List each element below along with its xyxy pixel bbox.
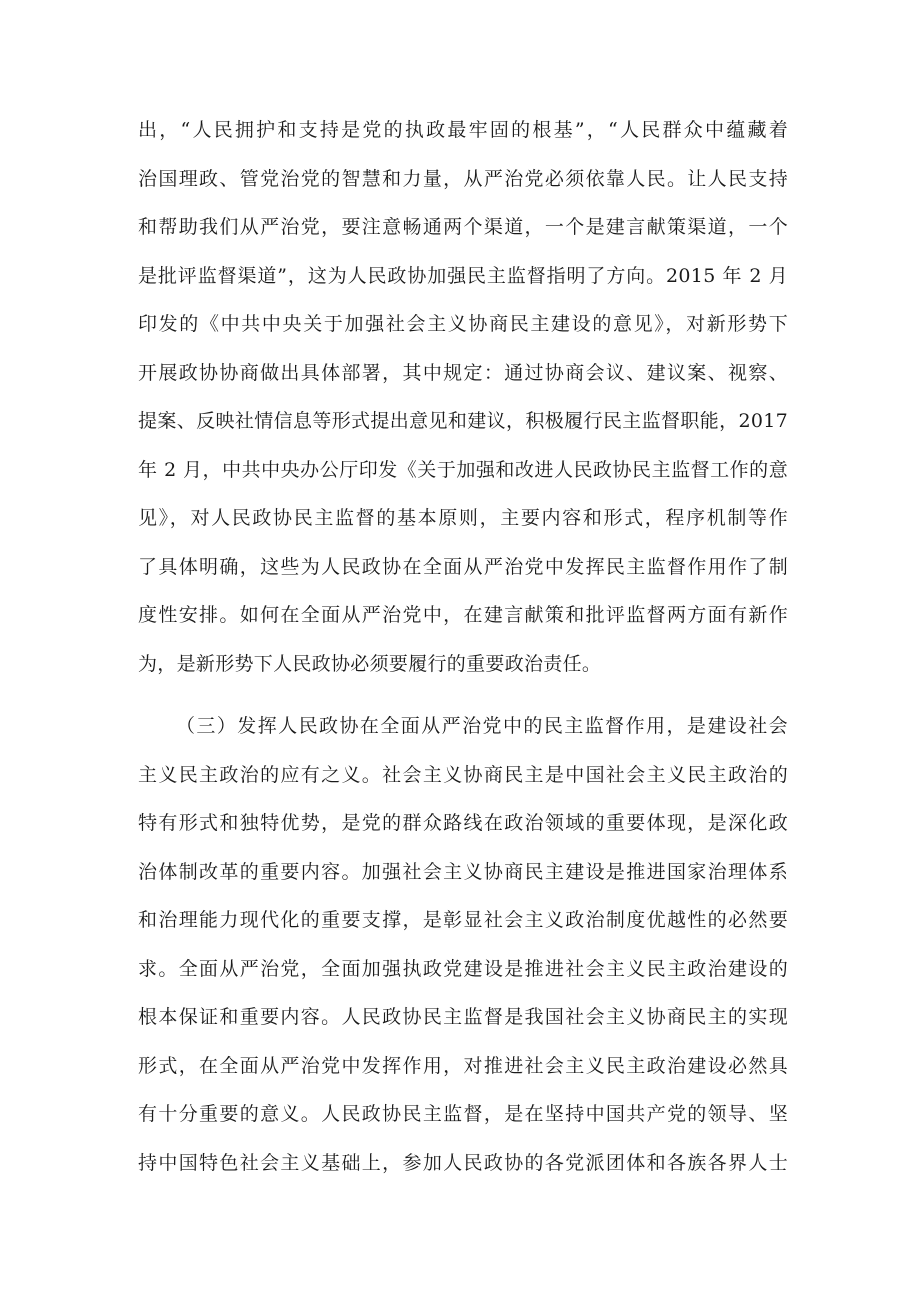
paragraph-line: 提案、反映社情信息等形式提出意见和建议，积极履行民主监督职能，2017 xyxy=(138,410,788,432)
paragraph-line: 出，“人民拥护和支持是党的执政最牢固的根基”，“人民群众中蕴藏着 xyxy=(138,119,788,141)
paragraph-line: 治体制改革的重要内容。加强社会主义协商民主建设是推进国家治理体系 xyxy=(138,860,788,883)
paragraph-line: 印发的《中共中央关于加强社会主义协商民主建设的意见》，对新形势下 xyxy=(138,313,788,335)
paragraph-line: 年 2 月，中共中央办公厅印发《关于加强和改进人民政协民主监督工作的意 xyxy=(138,458,788,481)
paragraph-line: 主义民主政治的应有之义。社会主义协商民主是中国社会主义民主政治的 xyxy=(138,763,788,786)
paragraph-line: 治国理政、管党治党的智慧和力量，从严治党必须依靠人民。让人民支持 xyxy=(138,167,788,190)
paragraph-line: 开展政协协商做出具体部署，其中规定：通过协商会议、建议案、视察、 xyxy=(138,361,788,384)
paragraph-line: 持中国特色社会主义基础上，参加人民政协的各党派团体和各族各界人士 xyxy=(138,1151,788,1174)
paragraph-line: 是批评监督渠道”，这为人民政协加强民主监督指明了方向。2015 年 2 月 xyxy=(138,264,788,287)
paragraph-line: 度性安排。如何在全面从严治党中，在建言献策和批评监督两方面有新作 xyxy=(138,604,788,626)
paragraph-line: 求。全面从严治党，全面加强执政党建设是推进社会主义民主政治建设的 xyxy=(138,957,788,980)
paragraph-line: 根本保证和重要内容。人民政协民主监督是我国社会主义协商民主的实现 xyxy=(138,1006,788,1028)
paragraph-line: 为，是新形势下人民政协必须要履行的重要政治责任。 xyxy=(138,652,602,675)
paragraph-line: 和治理能力现代化的重要支撑，是彰显社会主义政治制度优越性的必然要 xyxy=(138,909,788,931)
paragraph-line-indented: （三）发挥人民政协在全面从严治党中的民主监督作用，是建设社会 xyxy=(176,715,788,737)
paragraph-line: 和帮助我们从严治党，要注意畅通两个渠道，一个是建言献策渠道，一个 xyxy=(138,216,788,238)
paragraph-2 xyxy=(138,702,788,1187)
paragraph-1 xyxy=(138,106,788,688)
paragraph-line: 了具体明确，这些为人民政协在全面从严治党中发挥民主监督作用作了制 xyxy=(138,555,788,578)
paragraph-line: 形式，在全面从严治党中发挥作用，对推进社会主义民主政治建设必然具 xyxy=(138,1054,788,1077)
paragraph-line: 见》，对人民政协民主监督的基本原则，主要内容和形式，程序机制等作 xyxy=(138,507,788,529)
paragraph-line: 有十分重要的意义。人民政协民主监督，是在坚持中国共产党的领导、坚 xyxy=(138,1103,788,1125)
paragraph-line: 特有形式和独特优势，是党的群众路线在政治领域的重要体现，是深化政 xyxy=(138,812,788,834)
